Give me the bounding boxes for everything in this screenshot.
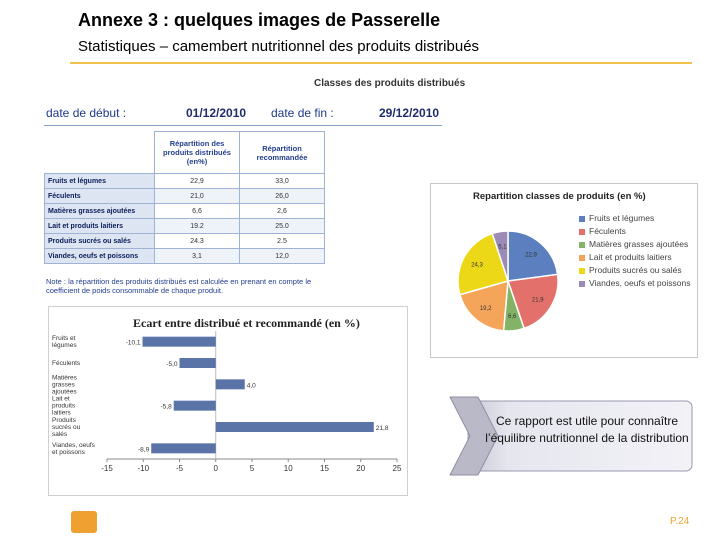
header-distributed: Répartition des produits distribués (en%) (155, 132, 240, 174)
bar (143, 337, 216, 347)
legend-swatch (579, 216, 585, 222)
title-divider (70, 62, 692, 64)
category-label: Viandes, oeufs et poissons (52, 441, 95, 456)
row-recommended: 33,0 (240, 174, 325, 189)
legend-swatch (579, 281, 585, 287)
bar (216, 422, 374, 432)
bar-chart-canvas (49, 307, 409, 497)
table-row (45, 174, 325, 189)
pie-value-label: 6,6 (507, 313, 517, 320)
slide-title: Annexe 3 : quelques images de Passerelle (78, 10, 441, 30)
category-label: Lait et produits laitiers (52, 395, 76, 417)
callout-text: Ce rapport est utile pour connaître l’équilibre nutritionnel de la distribution (485, 414, 689, 445)
bar (180, 358, 216, 368)
legend-label: Viandes, oeufs et poissons (589, 278, 691, 288)
row-distributed: 22,9 (155, 174, 240, 189)
table-header-row (45, 132, 325, 174)
legend-item (579, 279, 697, 288)
row-label: Viandes, oeufs et poissons (45, 249, 155, 264)
row-distributed: 3,1 (155, 249, 240, 264)
category-label: Matières grasses ajoutées (52, 374, 77, 396)
row-recommended: 12,0 (240, 249, 325, 264)
bar-chart-title: Ecart entre distribué et recommandé (en %) (133, 316, 360, 330)
legend-swatch (579, 242, 585, 248)
row-recommended: 25.0 (240, 219, 325, 234)
category-label: Produits sucrés ou salés (52, 417, 81, 438)
bar-value-label: 4,0 (246, 382, 256, 390)
category-label: Fruits et légumes (52, 335, 77, 350)
pie-value-label: 21,9 (531, 297, 544, 304)
legend-item (579, 253, 697, 262)
legend-label: Féculents (589, 226, 626, 236)
legend-item (579, 266, 697, 275)
legend-label: Fruits et légumes (589, 213, 655, 223)
legend-item (579, 214, 697, 223)
bar-value-label: -8,9 (138, 446, 150, 454)
slide-subtitle: Statistiques – camembert nutritionnel des produits distribués (78, 38, 480, 55)
pie-value-label: 19,2 (479, 305, 492, 312)
legend-item (579, 227, 697, 236)
row-label: Matières grasses ajoutées (45, 204, 155, 219)
company-logo-icon (71, 511, 97, 533)
table-row (45, 219, 325, 234)
panel-title: Classes des produits distribués (314, 78, 466, 89)
legend-label: Produits sucrés ou salés (589, 265, 682, 275)
distribution-table (44, 131, 325, 264)
row-distributed: 6,6 (155, 204, 240, 219)
pie-chart-title: Repartition classes de produits (en %) (473, 191, 646, 202)
bar (174, 401, 216, 411)
x-tick-label: 25 (392, 464, 402, 473)
bar (151, 443, 216, 453)
category-label: Féculents (52, 360, 81, 367)
bar-value-label: -5,0 (166, 361, 178, 368)
pie-value-label: 22,9 (525, 252, 537, 259)
table-row (45, 189, 325, 204)
header-recommended: Répartition recommandée (240, 132, 325, 174)
start-date-label: date de début : (46, 106, 127, 120)
gap-bar-chart (48, 306, 408, 496)
row-distributed: 24.3 (155, 234, 240, 249)
x-tick-label: 10 (283, 464, 293, 473)
legend-swatch (579, 229, 585, 235)
x-tick-label: -5 (175, 464, 184, 473)
legend-label: Lait et produits laitiers (589, 252, 672, 262)
legend-label: Matières grasses ajoutées (589, 239, 689, 249)
row-recommended: 2,6 (240, 204, 325, 219)
table-row (45, 249, 325, 264)
end-date-label: date de fin : (271, 106, 334, 120)
table-row (45, 204, 325, 219)
bar (216, 379, 245, 389)
row-label: Féculents (45, 189, 155, 204)
x-tick-label: 0 (213, 464, 218, 473)
end-date-value: 29/12/2010 (379, 106, 440, 120)
row-distributed: 21,0 (155, 189, 240, 204)
page-number: P.24 (670, 516, 690, 527)
row-label: Lait et produits laitiers (45, 219, 155, 234)
callout-box (448, 395, 696, 477)
x-tick-label: -10 (137, 464, 150, 473)
pie-legend (579, 214, 697, 292)
table-row (45, 234, 325, 249)
x-tick-label: 20 (356, 464, 366, 473)
bar-value-label: -10,1 (125, 339, 141, 347)
row-distributed: 19.2 (155, 219, 240, 234)
row-recommended: 2.5 (240, 234, 325, 249)
pie-value-label: 5,1 (498, 244, 507, 251)
x-tick-label: 15 (320, 464, 329, 473)
pie-chart-canvas (431, 184, 581, 359)
legend-item (579, 240, 697, 249)
row-label: Produits sucrés ou salés (45, 234, 155, 249)
legend-swatch (579, 255, 585, 261)
pie-value-label: 24,3 (471, 262, 483, 269)
calculation-note: Note : la répartition des produits distribués est calculée en prenant en compte le coefficient de poids consommable de chaque produit. (46, 277, 312, 295)
legend-swatch (579, 268, 585, 274)
bar-value-label: 21,8 (375, 425, 389, 432)
table-corner (45, 132, 155, 174)
x-tick-label: 5 (249, 464, 255, 473)
pie-chart-panel (430, 183, 698, 358)
start-date-value: 01/12/2010 (186, 106, 247, 120)
date-divider (44, 125, 442, 126)
bar-value-label: -5,8 (160, 403, 172, 411)
row-label: Fruits et légumes (45, 174, 155, 189)
x-tick-label: -15 (101, 464, 113, 473)
row-recommended: 26,0 (240, 189, 325, 204)
